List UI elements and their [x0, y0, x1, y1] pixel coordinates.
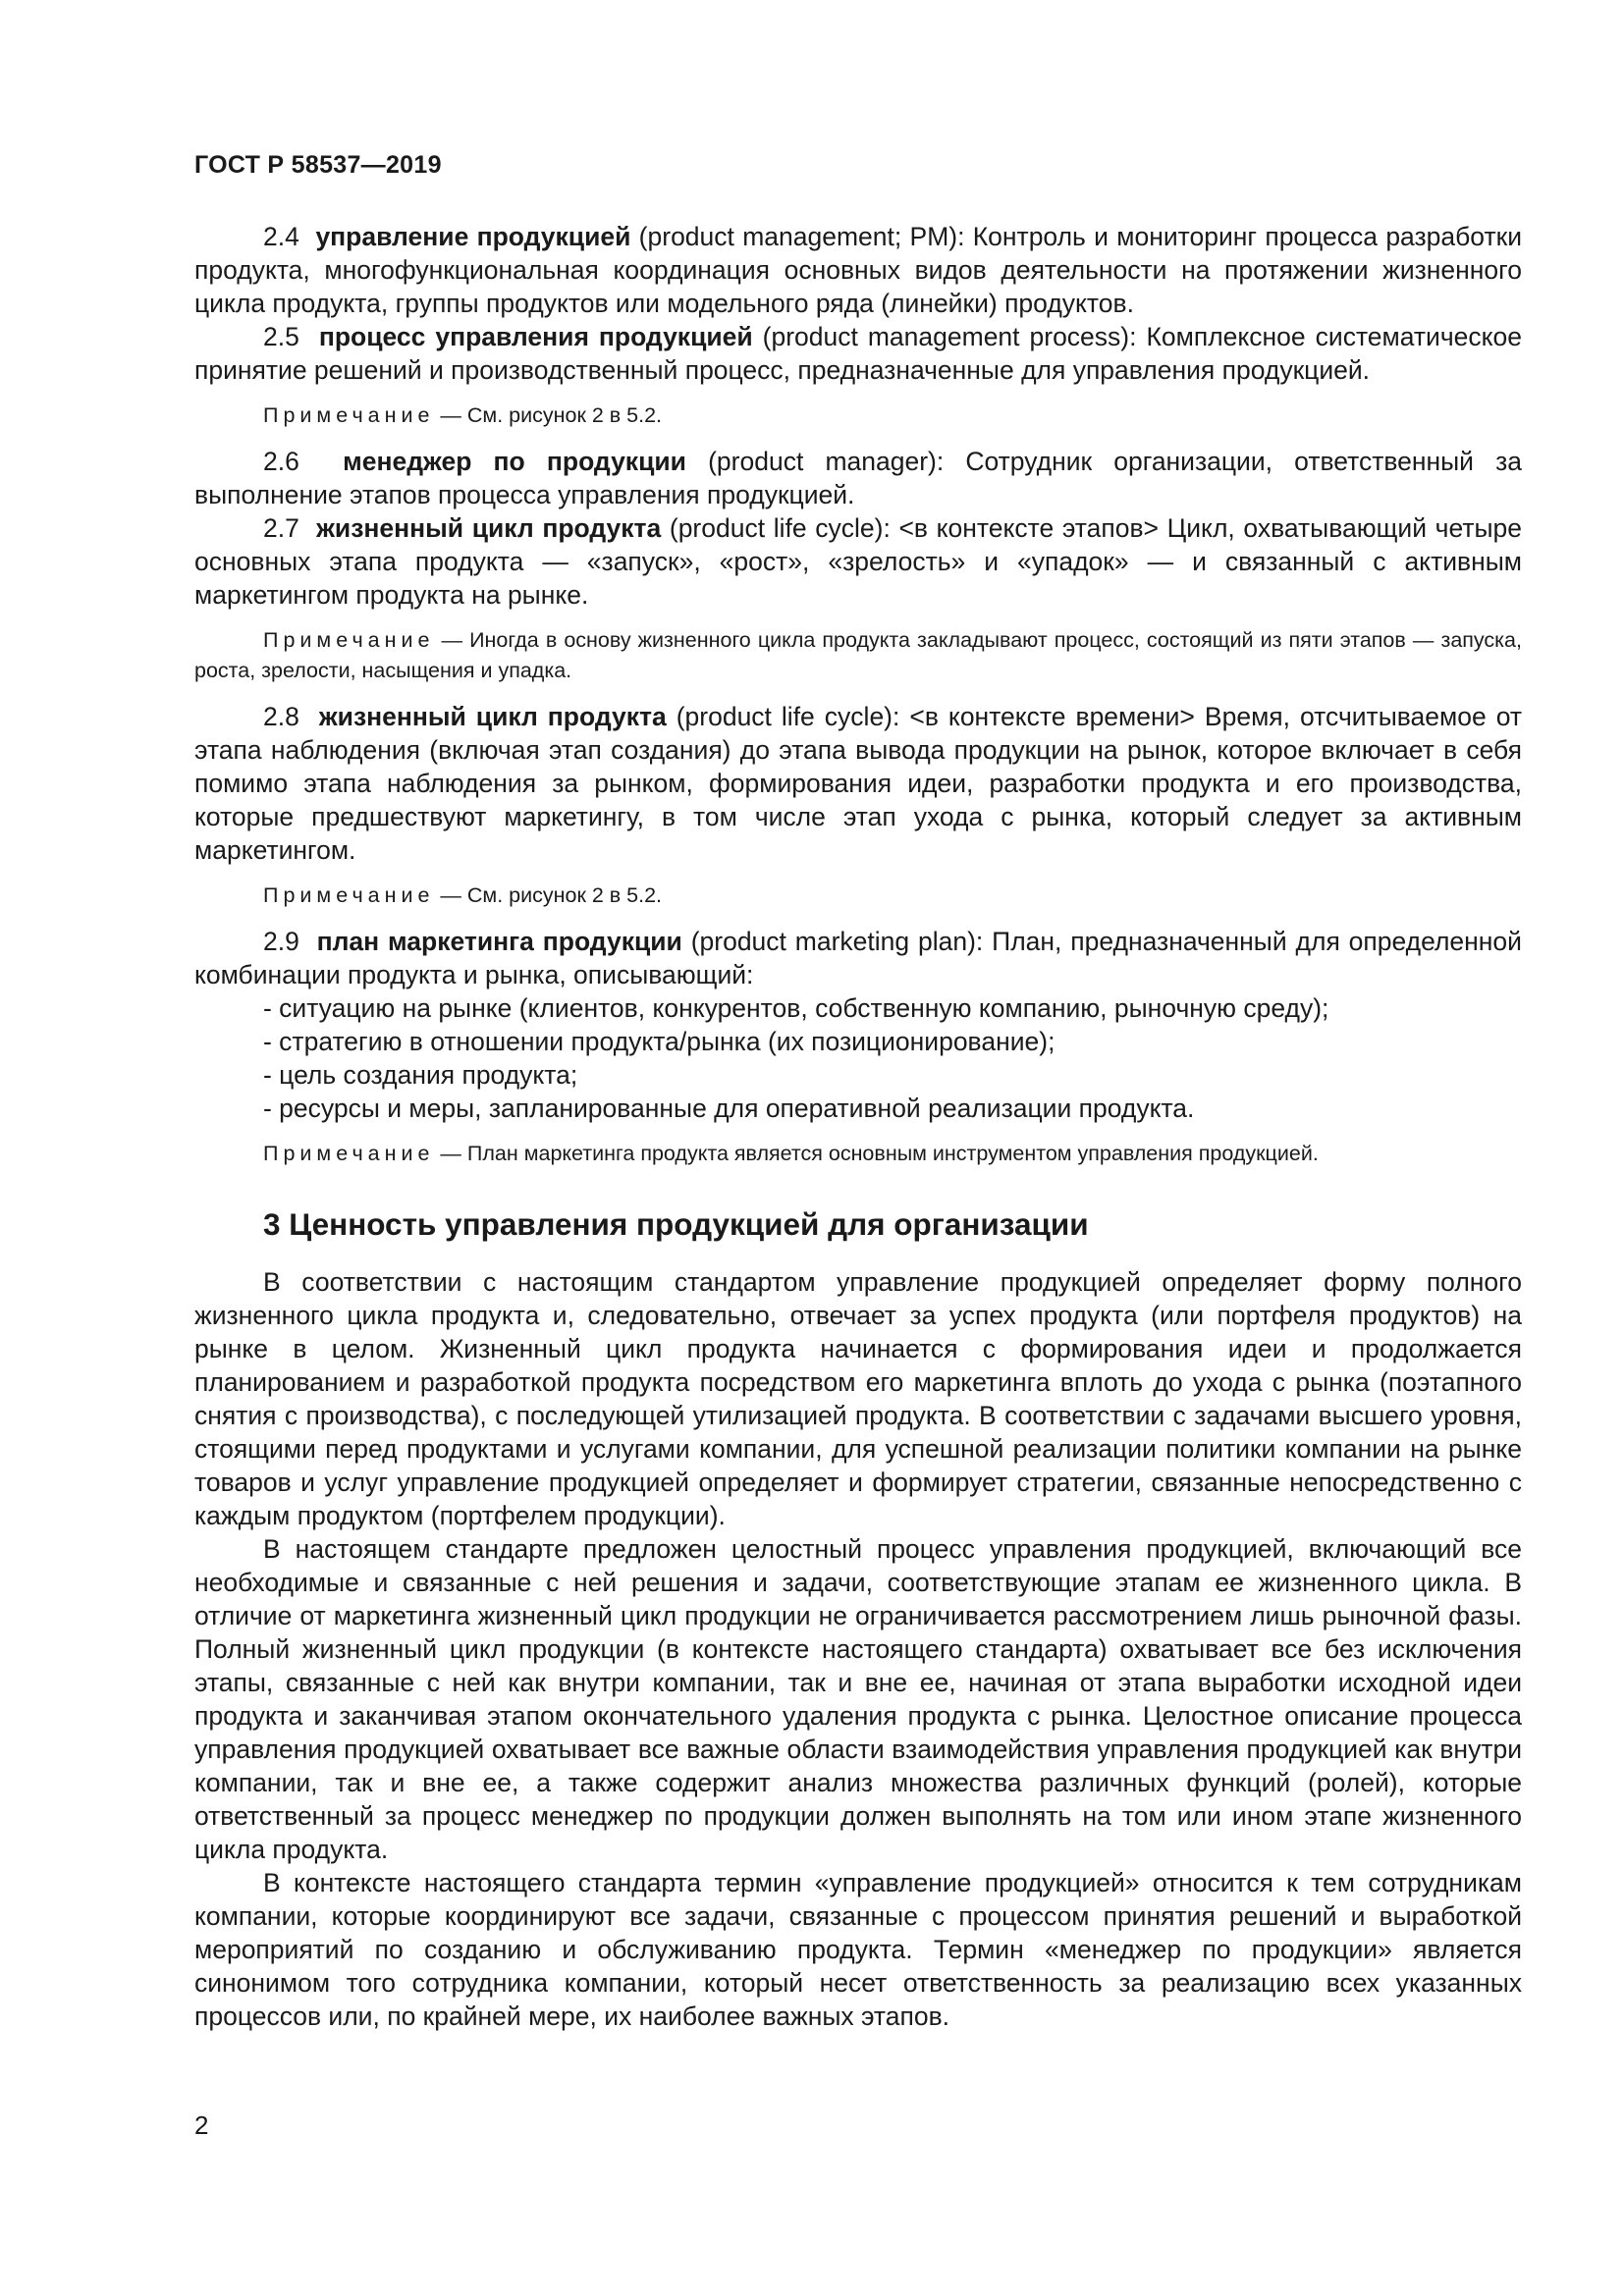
term-title: жизненный цикл продукта	[316, 513, 662, 543]
term-2-7	[194, 511, 1522, 612]
plan-item: - цель создания продукта;	[263, 1060, 578, 1090]
term-definition: (product manager): Сотрудник организации, ответственный за выполнение этапов процесса управления продукцией.	[194, 447, 1522, 509]
term-title: жизненный цикл продукта	[318, 702, 667, 731]
note-text: — План маркетинга продукта является основным инструментом управления продукцией.	[434, 1142, 1319, 1165]
note-text: — См. рисунок 2 в 5.2.	[434, 883, 663, 907]
note-label: Примечание	[263, 403, 435, 427]
term-number: 2.4	[263, 222, 299, 251]
term-title: план маркетинга продукции	[316, 927, 682, 956]
term-2-6	[194, 445, 1522, 511]
term-number: 2.6	[263, 447, 299, 476]
page-number: 2	[194, 2110, 209, 2140]
term-title: менеджер по продукции	[343, 447, 686, 476]
term-definition: (product management; PM): Контроль и мониторинг процесса разработки продукта, многофункциональная координация основных видов деятельности на протяжении жизненного цикла продукта, группы продуктов или модельного ряда (линейки) продуктов.	[194, 222, 1522, 318]
term-definition: (product marketing plan): План, предназначенный для определенной комбинации продукта и рынка, описывающий:	[194, 927, 1522, 989]
term-number: 2.9	[263, 927, 299, 956]
term-2-8	[194, 700, 1522, 867]
note-label: Примечание	[263, 1142, 435, 1165]
note-text: — См. рисунок 2 в 5.2.	[434, 403, 663, 427]
term-number: 2.8	[263, 702, 299, 731]
section-3-paragraph: В настоящем стандарте предложен целостный процесс управления продукцией, включающий все необходимые и связанные с ней решения и задачи, соответствующие этапам ее жизненного цикла. В отличие от маркетинга жизненный цикл продукции не ограничивается рассмотрением лишь рыночной фазы. Полный жизненный цикл продукции (в контексте настоящего стандарта) охватывает все без исключения этапы, связанные с ней как внутри компании, так и вне ее, начиная от этапа выработки исходной идеи продукта и заканчивая этапом окончательного удаления продукта с рынка. Целостное описание процесса управления продукцией охватывает все важные области взаимодействия управления продукцией как внутри компании, так и вне ее, а также содержит анализ множества различных функций (ролей), которые ответственный за процесс менеджер по продукции должен выполнять на том или ином этапе жизненного цикла продукта.	[194, 1534, 1522, 1864]
term-2-9	[194, 925, 1522, 991]
note-1	[194, 400, 1522, 431]
note-label: Примечание	[263, 628, 435, 652]
note-4	[194, 1139, 1522, 1169]
page-body	[194, 220, 1522, 2033]
term-definition: (product life cycle): <в контексте времени> Время, отсчитываемое от этапа наблюдения (включая этап создания) до этапа вывода продукции на рынок, которое включает в себя помимо этапа наблюдения за рынком, формирования идеи, разработки продукта и его производства, которые предшествуют маркетингу, в том числе этап ухода с рынка, который следует за активным маркетингом.	[194, 702, 1522, 865]
term-number: 2.5	[263, 322, 299, 351]
term-definition: (product life cycle): <в контексте этапов> Цикл, охватывающий четыре основных этапа продукта — «запуск», «рост», «зрелость» и «упадок» — и связанный с активным маркетингом продукта на рынке.	[194, 513, 1522, 610]
note-2	[194, 625, 1522, 686]
plan-item: - стратегию в отношении продукта/рынка (их позиционирование);	[263, 1027, 1056, 1056]
term-definition: (product management process): Комплексное систематическое принятие решений и производственный процесс, предназначенные для управления продукцией.	[194, 322, 1522, 385]
section-3-paragraph: В контексте настоящего стандарта термин «управление продукцией» относится к тем сотрудникам компании, которые координируют все задачи, связанные с процессом принятия решений и выработкой мероприятий по созданию и обслуживанию продукта. Термин «менеджер по продукции» является синонимом того сотрудника компании, который несет ответственность за реализацию всех указанных процессов или, по крайней мере, их наиболее важных этапов.	[194, 1868, 1522, 2031]
section-3-heading: 3 Ценность управления продукцией для организации	[263, 1206, 1089, 1242]
term-title: процесс управления продукцией	[318, 322, 753, 351]
term-title: управление продукцией	[315, 222, 631, 251]
note-text: — Иногда в основу жизненного цикла продукта закладывают процесс, состоящий из пяти этапов — запуска, роста, зрелости, насыщения и упадка.	[194, 628, 1522, 682]
plan-item: - ситуацию на рынке (клиентов, конкурентов, собственную компанию, рыночную среду);	[263, 993, 1329, 1023]
term-number: 2.7	[263, 513, 299, 543]
term-2-5	[194, 320, 1522, 387]
note-label: Примечание	[263, 883, 435, 907]
section-3-paragraph: В соответствии с настоящим стандартом управление продукцией определяет форму полного жизненного цикла продукта и, следовательно, отвечает за успех продукта (или портфеля продуктов) на рынке в целом. Жизненный цикл продукта начинается с формирования идеи и продолжается планированием и разработкой продукта посредством его маркетинга вплоть до ухода с рынка (поэтапного снятия с производства), с последующей утилизацией продукта. В соответствии с задачами высшего уровня, стоящими перед продуктами и услугами компании, для успешной реализации политики компании на рынке товаров и услуг управление продукцией определяет и формирует стратегии, связанные непосредственно с каждым продуктом (портфелем продукции).	[194, 1267, 1522, 1530]
note-3	[194, 881, 1522, 911]
standard-header: ГОСТ Р 58537—2019	[194, 151, 442, 179]
term-2-4	[194, 220, 1522, 320]
plan-item: - ресурсы и меры, запланированные для оперативной реализации продукта.	[263, 1094, 1195, 1123]
